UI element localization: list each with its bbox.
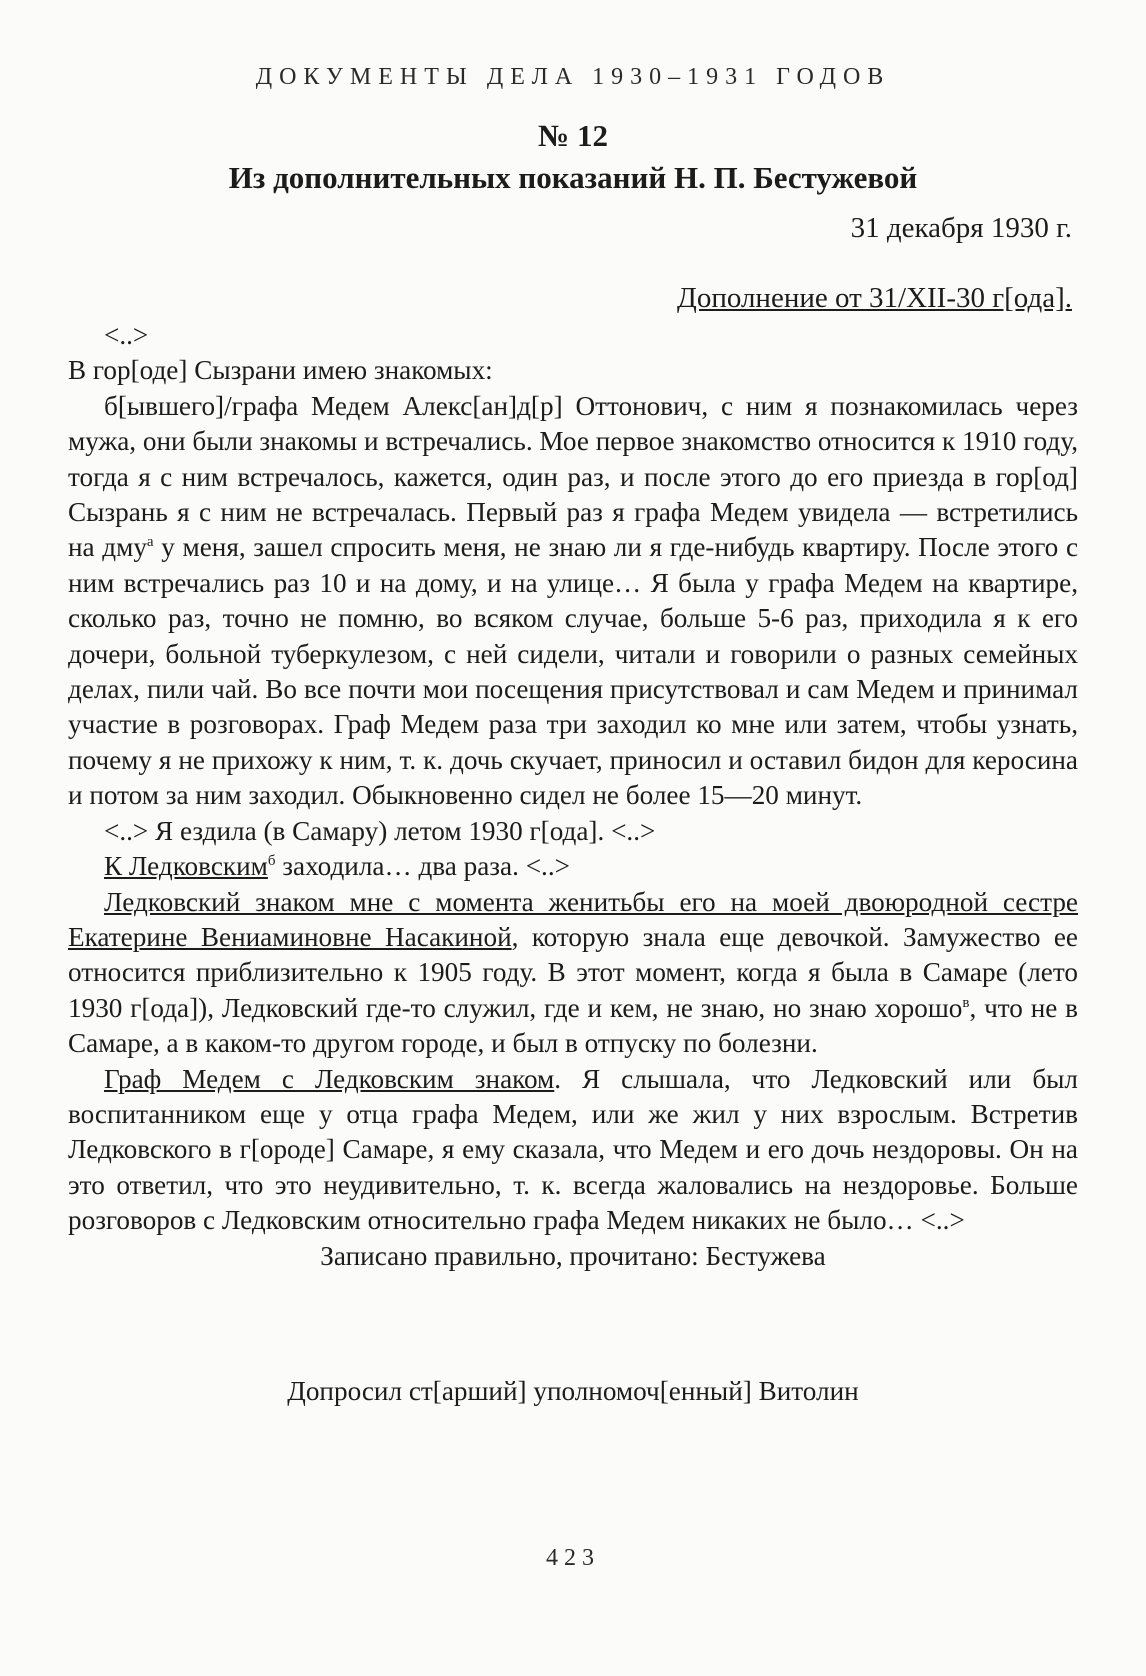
paragraph-medem-continued: у меня, зашел спросить меня, не знаю ли я где-нибудь квартиру. После этого с ним встречались раз 10 и на дому, и на улице… Я была у графа Медем на квартире, сколько раз, точно не помню, во всяком случае, больше 5-6 раз, приходила я к его дочери, больной туберкулезом, с ней сидели, читали и говорили о разных семейных делах, пили чай. Во все почти мои посещения присутствовал и сам Медем и принимал участие в розговорах. Граф Медем раза три заходил ко мне или затем, чтобы узнать, почему я не прихожу к ним, т. к. дочь скучает, приносил и оставил бидон для керосина и потом за ним заходил. Обыкновенно сидел не более 15—20 минут.	[68, 532, 1079, 811]
recorded-correctly-line: Записано правильно, прочитано: Бестужева	[320, 1240, 826, 1271]
paragraph-text: заходила… два раза. <..>	[275, 851, 570, 882]
document-date: 31 декабря 1930 г.	[850, 212, 1072, 244]
footnote-marker-a: а	[146, 534, 154, 551]
document-title: Из дополнительных показаний Н. П. Бестужевой	[228, 160, 918, 195]
running-head: ДОКУМЕНТЫ ДЕЛА 1930–1931 ГОДОВ	[255, 64, 891, 90]
document-body	[68, 318, 1078, 1274]
footnote-marker-v: в	[962, 994, 970, 1011]
paragraph-samara-trip: <..> Я ездила (в Самару) летом 1930 г[ода]. <..>	[104, 815, 656, 846]
document-number: № 12	[538, 118, 608, 153]
paragraph-medem	[68, 389, 1078, 814]
paragraph-medem-ledkovsky	[68, 1062, 1078, 1239]
interrogator-signature: Допросил ст[арший] уполномоч[енный] Витолин	[287, 1376, 859, 1406]
paragraph-ledkovsky-marriage	[68, 885, 1078, 1062]
page-number: 423	[546, 1545, 600, 1571]
supplement-heading: Дополнение от 31/XII-30 г[ода].	[677, 282, 1072, 314]
paragraph-medem-text: б[ывшего]/графа Медем Алекс[ан]д[р] Оттонович, с ним я познакомилась через мужа, они были знакомы и встречались. Мое первое знакомство относится к 1910 году, тогда я с ним встречалось, кажется, один раз, и после этого до его приезда в гор[од] Сызрань я с ним не встречалась. Первый раз я графа Медем увидела — встретились на дму	[68, 390, 1078, 563]
paragraph-text: , которую знала еще девочкой. Замужество ее относится приблизительно к 1905 году. В этот момент, когда я была в Самаре (лето 1930 г[ода]), Ледковский где-то служил, где и кем, не знаю, но знаю хорошо	[68, 921, 1078, 1023]
paragraph-text: . Я слышала, что Ледковский или был воспитанником еще у отца графа Медем, или же жил у них взрослым. Встретив Ледковского в г[ороде] Самаре, я ему сказала, что Медем и его дочь нездоровы. Он на это ответил, что это неудивительно, т. к. всегда жаловались на нездоровье. Больше розговоров с Ледковским относительно графа Медем никаких не было… <..>	[68, 1063, 1078, 1236]
omission-mark: <..>	[104, 320, 149, 350]
paragraph-ledkovsky-visits	[68, 849, 1078, 884]
footnote-marker-b: б	[267, 853, 276, 870]
paragraph-acquaintances: В гор[оде] Сызрани имею знакомых:	[68, 355, 493, 386]
underlined-phrase: Ледковский знаком мне с момента женитьбы его на моей двоюродной сестре Екатерине Вениаминовне Насакиной	[68, 886, 1078, 952]
underlined-phrase: К Ледковским	[104, 851, 268, 882]
underlined-phrase: Граф Медем с Ледковским знаком	[104, 1063, 555, 1094]
paragraph-text-end: , что не в Самаре, а в каком-то другом городе, и был в отпуску по болезни.	[68, 992, 1078, 1059]
